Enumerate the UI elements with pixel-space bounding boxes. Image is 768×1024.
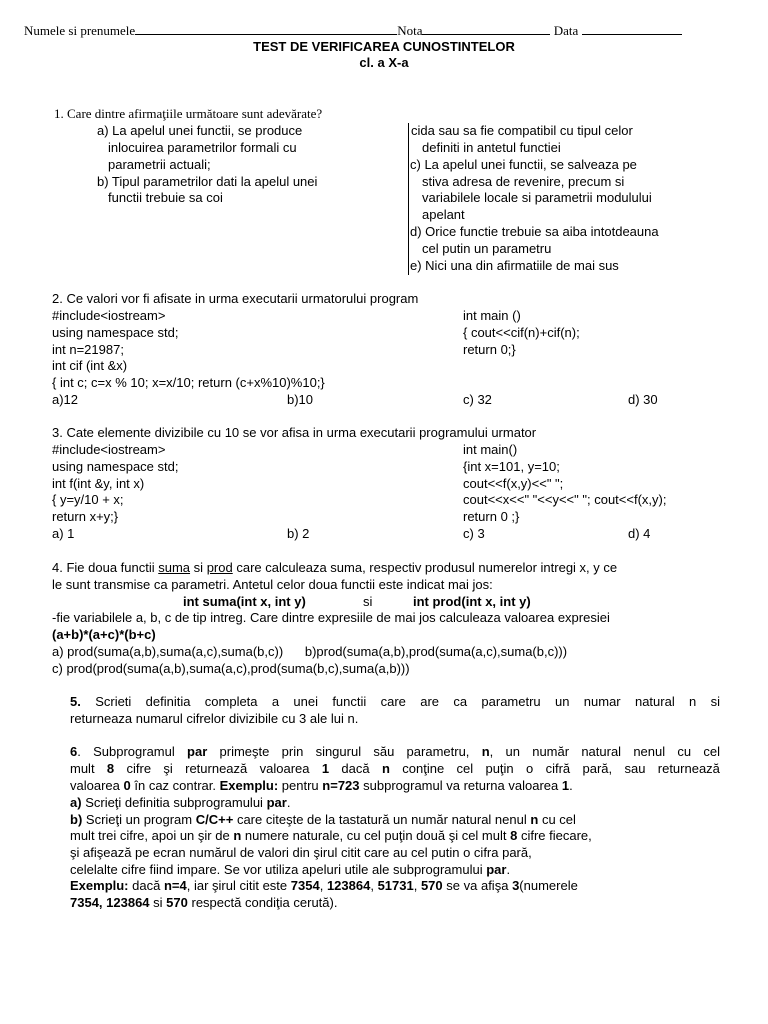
q5-line-2: returneaza numarul cifrelor divizibile cu 3 ale lui n.: [70, 711, 359, 726]
q4-header-suma: int suma(int x, int y): [183, 594, 306, 609]
q1-right-c3: variabilele locale si parametrii modulului: [422, 190, 652, 205]
suma-name: suma: [158, 560, 191, 575]
q2-code-right-1: int main (): [463, 308, 521, 323]
q1-left-b2: functii trebuie sa coi: [108, 190, 223, 205]
q4-header-si: si: [363, 594, 373, 609]
q2-code-left-2: using namespace std;: [52, 325, 179, 340]
q2-answer-a: a)12: [52, 392, 79, 407]
q3-code-left-1: #include<iostream>: [52, 442, 166, 457]
grade-blank: [422, 22, 550, 35]
q6-part-b-2: mult trei cifre, apoi un şir de n numere naturale, cu cel puţin două şi cel mult 8 cifre fiecare,: [70, 828, 592, 843]
q4-option-c: c) prod(prod(suma(a,b),suma(a,c),prod(suma(b,c),suma(a,b))): [52, 661, 410, 676]
q6-line-3: valoarea 0 în caz contrar. Exemplu: pentru n=723 subprogramul va returna valoarea 1.: [70, 778, 573, 793]
q2-code-right-2: { cout<<cif(n)+cif(n);: [463, 325, 580, 340]
q3-code-left-3: int f(int &y, int x): [52, 476, 145, 491]
q6-example-1: Exemplu: dacă n=4, iar şirul citit este 7354, 123864, 51731, 570 se va afişa 3(numerele: [70, 878, 578, 893]
q1-right-d2: cel putin un parametru: [422, 241, 552, 256]
q2-code-left-1: #include<iostream>: [52, 308, 166, 323]
q3-answer-a: a) 1: [52, 526, 75, 541]
q1-left-a1: a) La apelul unei functii, se produce: [97, 123, 303, 138]
q1-left-a2: inlocuirea parametrilor formali cu: [108, 140, 297, 155]
q4-option-a: a) prod(suma(a,b),suma(a,c),suma(b,c)): [52, 644, 284, 659]
q4-header-prod: int prod(int x, int y): [413, 594, 531, 609]
date-label: Data: [553, 23, 579, 38]
q1-right-c2: stiva adresa de revenire, precum si: [422, 174, 625, 189]
page-subtitle: cl. a X-a: [359, 55, 409, 70]
q3-answer-d: d) 4: [628, 526, 651, 541]
q1-left-a3: parametrii actuali;: [108, 157, 211, 172]
q3-code-left-2: using namespace std;: [52, 459, 179, 474]
prod-name: prod: [206, 560, 233, 575]
q3-code-right-3: cout<<f(x,y)<<" ";: [463, 476, 564, 491]
page-title: TEST DE VERIFICAREA CUNOSTINTELOR: [253, 39, 515, 54]
q6-line-1: 6. Subprogramul par primeşte prin singurul său parametru, n, un număr natural nenul cu cel: [70, 744, 720, 759]
q6-line-2: mult 8 cifre şi returnează valoarea 1 dacă n conţine cel puţin o cifră pară, sau returnează: [70, 761, 720, 776]
q6-part-a: a) Scrieţi definitia subprogramului par.: [70, 795, 291, 810]
q4-expression: (a+b)*(a+c)*(b+c): [52, 627, 156, 642]
column-divider: [408, 123, 409, 275]
q3-code-right-2: {int x=101, y=10;: [463, 459, 560, 474]
date-blank: [582, 22, 682, 35]
name-blank: [135, 22, 397, 35]
q4-line-1: 4. Fie doua functii suma si prod care calculeaza suma, respectiv produsul numerelor intregi x, y ce: [52, 560, 618, 575]
q1-left-b1: b) Tipul parametrilor dati la apelul unei: [97, 174, 318, 189]
q5-line-1: 5. Scrieti definitia completa a unei functii care are ca parametru un numar natural n si: [70, 694, 720, 709]
q3-code-right-4: cout<<x<<" "<<y<<" "; cout<<f(x,y);: [463, 492, 667, 507]
q2-answer-d: d) 30: [628, 392, 658, 407]
q1-right-e: e) Nici una din afirmatiile de mai sus: [410, 258, 619, 273]
q2-code-left-4: int cif (int &x): [52, 358, 128, 373]
grade-label: Nota: [397, 23, 423, 38]
student-name-field: [24, 22, 682, 39]
q3-answer-c: c) 3: [463, 526, 485, 541]
q3-code-left-5: return x+y;}: [52, 509, 119, 524]
q2-answer-b: b)10: [287, 392, 314, 407]
q4-line-4: -fie variabilele a, b, c de tip intreg. Care dintre expresiile de mai jos calculeaza valoarea expresiei: [52, 610, 610, 625]
q6-part-b-3: şi afişează pe ecran numărul de valori din şirul citit care au cel putin o cifra pară,: [70, 845, 532, 860]
q3-question: 3. Cate elemente divizibile cu 10 se vor afisa in urma executarii programului urmator: [52, 425, 537, 440]
q6-part-b-1: b) Scrieţi un program C/C++ care citeşte de la tastatură un număr natural nenul n cu cel: [70, 812, 576, 827]
q2-question: 2. Ce valori vor fi afisate in urma executarii urmatorului program: [52, 291, 419, 306]
q2-code-left-5: { int c; c=x % 10; x=x/10; return (c+x%10)%10;}: [52, 375, 325, 390]
q3-code-right-1: int main(): [463, 442, 518, 457]
q2-code-left-3: int n=21987;: [52, 342, 124, 357]
name-label: Numele si prenumele: [24, 23, 136, 38]
q2-code-right-3: return 0;}: [463, 342, 516, 357]
q1-right-c4: apelant: [422, 207, 465, 222]
q3-code-right-5: return 0 ;}: [463, 509, 520, 524]
q3-code-left-4: { y=y/10 + x;: [52, 492, 124, 507]
q1-question: 1. Care dintre afirmaţiile următoare sunt adevărate?: [54, 106, 323, 121]
q1-right-d1: d) Orice functie trebuie sa aiba intotdeauna: [410, 224, 659, 239]
q6-part-b-4: celelalte cifre fiind impare. Se vor utiliza apeluri utile ale subprogramului par.: [70, 862, 511, 877]
q1-right-c1: c) La apelul unei functii, se salveaza pe: [410, 157, 637, 172]
q4-option-b: b)prod(suma(a,b),prod(suma(a,c),suma(b,c))): [304, 644, 568, 659]
q2-answer-c: c) 32: [463, 392, 492, 407]
q1-right-2: definiti in antetul functiei: [422, 140, 561, 155]
q1-right-1: cida sau sa fie compatibil cu tipul celor: [411, 123, 633, 138]
q4-line-2: le sunt transmise ca parametri. Antetul celor doua functii este indicat mai jos:: [52, 577, 493, 592]
q6-example-2: 7354, 123864 si 570 respectă condiţia cerută).: [70, 895, 338, 910]
q3-answer-b: b) 2: [287, 526, 310, 541]
q4-option-ab: [52, 644, 567, 660]
